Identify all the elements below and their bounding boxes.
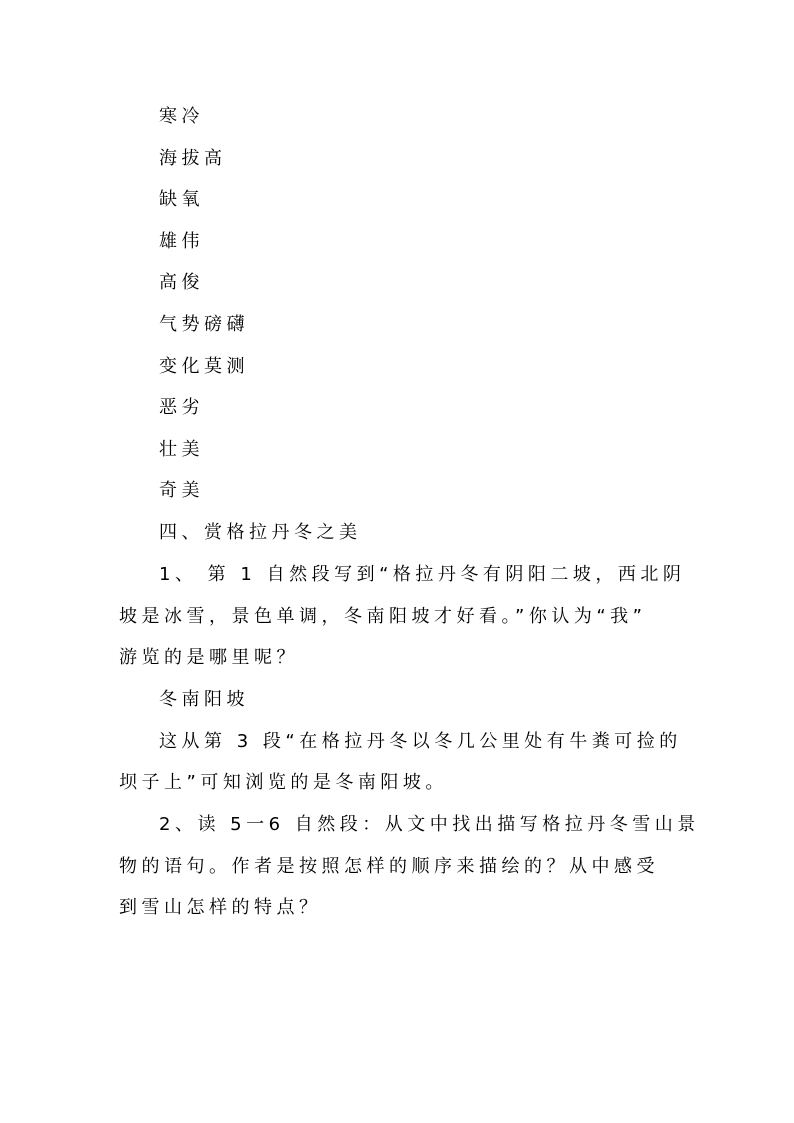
explanation-line-2: 坝子上”可知浏览的是冬南阳坡。 — [119, 772, 448, 793]
question-1-line-3: 游览的是哪里呢？ — [119, 647, 299, 668]
answer-1: 冬南阳坡 — [159, 689, 249, 710]
question-2-line-3: 到雪山怎样的特点？ — [119, 897, 322, 918]
keyword-wondrous: 奇美 — [159, 480, 204, 501]
keyword-lack-oxygen: 缺氧 — [159, 189, 204, 210]
question-2-line-1: 2、读 5一6 自然段：从文中找出描写格拉丹冬雪山景 — [159, 814, 700, 835]
keyword-majestic: 雄伟 — [159, 231, 204, 252]
question-1-line-1: 1、 第 1 自然段写到“格拉丹冬有阴阳二坡，西北阴 — [159, 564, 686, 585]
explanation-line-1: 这从第 3 段“在格拉丹冬以冬几公里处有牛粪可捡的 — [159, 731, 682, 752]
keyword-unpredictable: 变化莫测 — [159, 356, 249, 377]
keyword-harsh: 恶劣 — [159, 397, 204, 418]
question-2-line-2: 物的语句。作者是按照怎样的顺序来描绘的？从中感受 — [119, 856, 659, 877]
keyword-imposing: 气势磅礴 — [159, 314, 249, 335]
keyword-high-altitude: 海拔高 — [159, 148, 227, 169]
keyword-lofty: 高俊 — [159, 272, 204, 293]
keyword-magnificent: 壮美 — [159, 439, 204, 460]
keyword-cold: 寒冷 — [159, 106, 204, 127]
question-1-line-2: 坡是冰雪，景色单调，冬南阳坡才好看。”你认为“我” — [119, 606, 647, 627]
section-heading: 四、赏格拉丹冬之美 — [159, 522, 362, 543]
